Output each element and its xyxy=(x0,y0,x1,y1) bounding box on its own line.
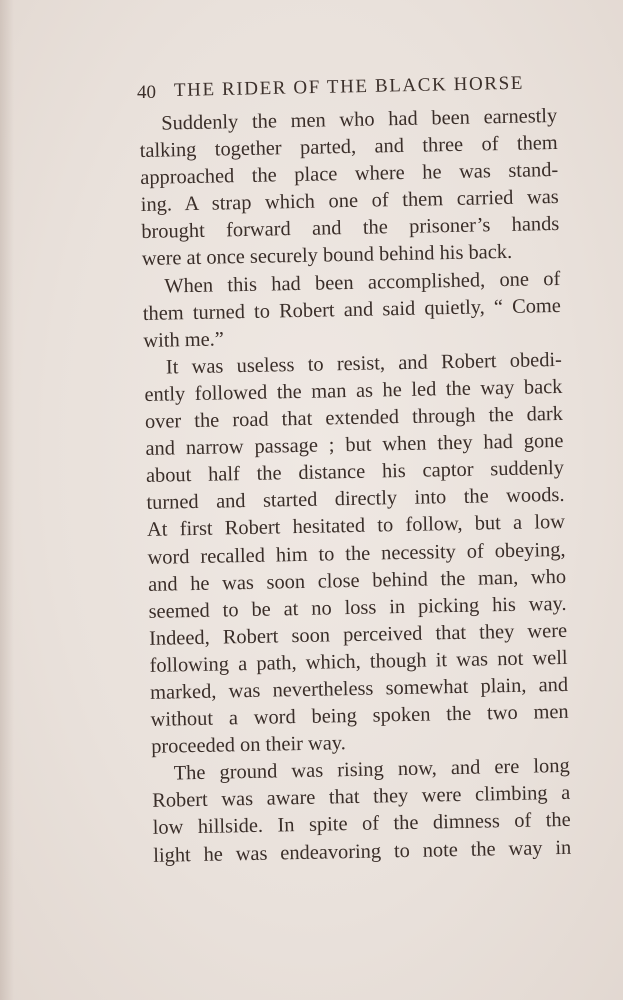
running-head xyxy=(137,72,529,106)
text-line: without a word being spoken the two men xyxy=(150,700,569,731)
text-line: Robert was aware that they were climbing a xyxy=(152,782,571,813)
page-gutter-shadow xyxy=(0,0,14,1000)
text-line: The ground was rising now, and ere long xyxy=(173,755,570,785)
text-line: word recalled him to the necessity of obeying, xyxy=(147,538,566,569)
text-line: brought forward and the prisoner’s hands xyxy=(141,213,560,244)
text-line: Indeed, Robert soon perceived that they were xyxy=(148,619,568,650)
text-line: with me.” xyxy=(143,328,225,352)
text-line: talking together parted, and three of them xyxy=(139,132,558,163)
text-line: low hillside. In spite of the dimness of the xyxy=(152,809,571,840)
text-line: them turned to Robert and said quietly, “ Come xyxy=(142,294,562,325)
text-line: over the road that extended through the dark xyxy=(144,402,564,433)
text-line: ently followed the man as he led the way back xyxy=(144,375,563,406)
text-line: and he was soon close behind the man, who xyxy=(147,565,567,596)
text-line: seemed to be at no loss in picking his way. xyxy=(148,592,567,623)
text-line: It was useless to resist, and Robert obedi- xyxy=(165,348,563,379)
text-line: At first Robert hesitated to follow, but a low xyxy=(146,511,566,542)
text-line: about half the distance his captor suddenly xyxy=(145,457,565,488)
body-text xyxy=(139,103,571,870)
page-number: 40 xyxy=(137,82,156,103)
text-line: proceeded on their way. xyxy=(151,732,346,759)
running-head-title: THE RIDER OF THE BLACK HORSE xyxy=(173,72,525,101)
text-line: approached the place where he was stand- xyxy=(140,159,559,190)
text-line: marked, was nevertheless somewhat plain, and xyxy=(149,673,569,704)
text-line: were at once securely bound behind his back. xyxy=(141,241,513,271)
text-line: and narrow passage ; but when they had gone xyxy=(145,430,564,461)
text-line: Suddenly the men who had been earnestly xyxy=(161,104,558,135)
text-line: following a path, which, though it was not well xyxy=(149,646,568,677)
text-line: turned and started directly into the woods. xyxy=(146,484,565,515)
text-line: light he was endeavoring to note the way in xyxy=(153,836,572,867)
text-line: When this had been accomplished, one of xyxy=(164,267,561,298)
text-line: ing. A strap which one of them carried was xyxy=(140,186,559,217)
